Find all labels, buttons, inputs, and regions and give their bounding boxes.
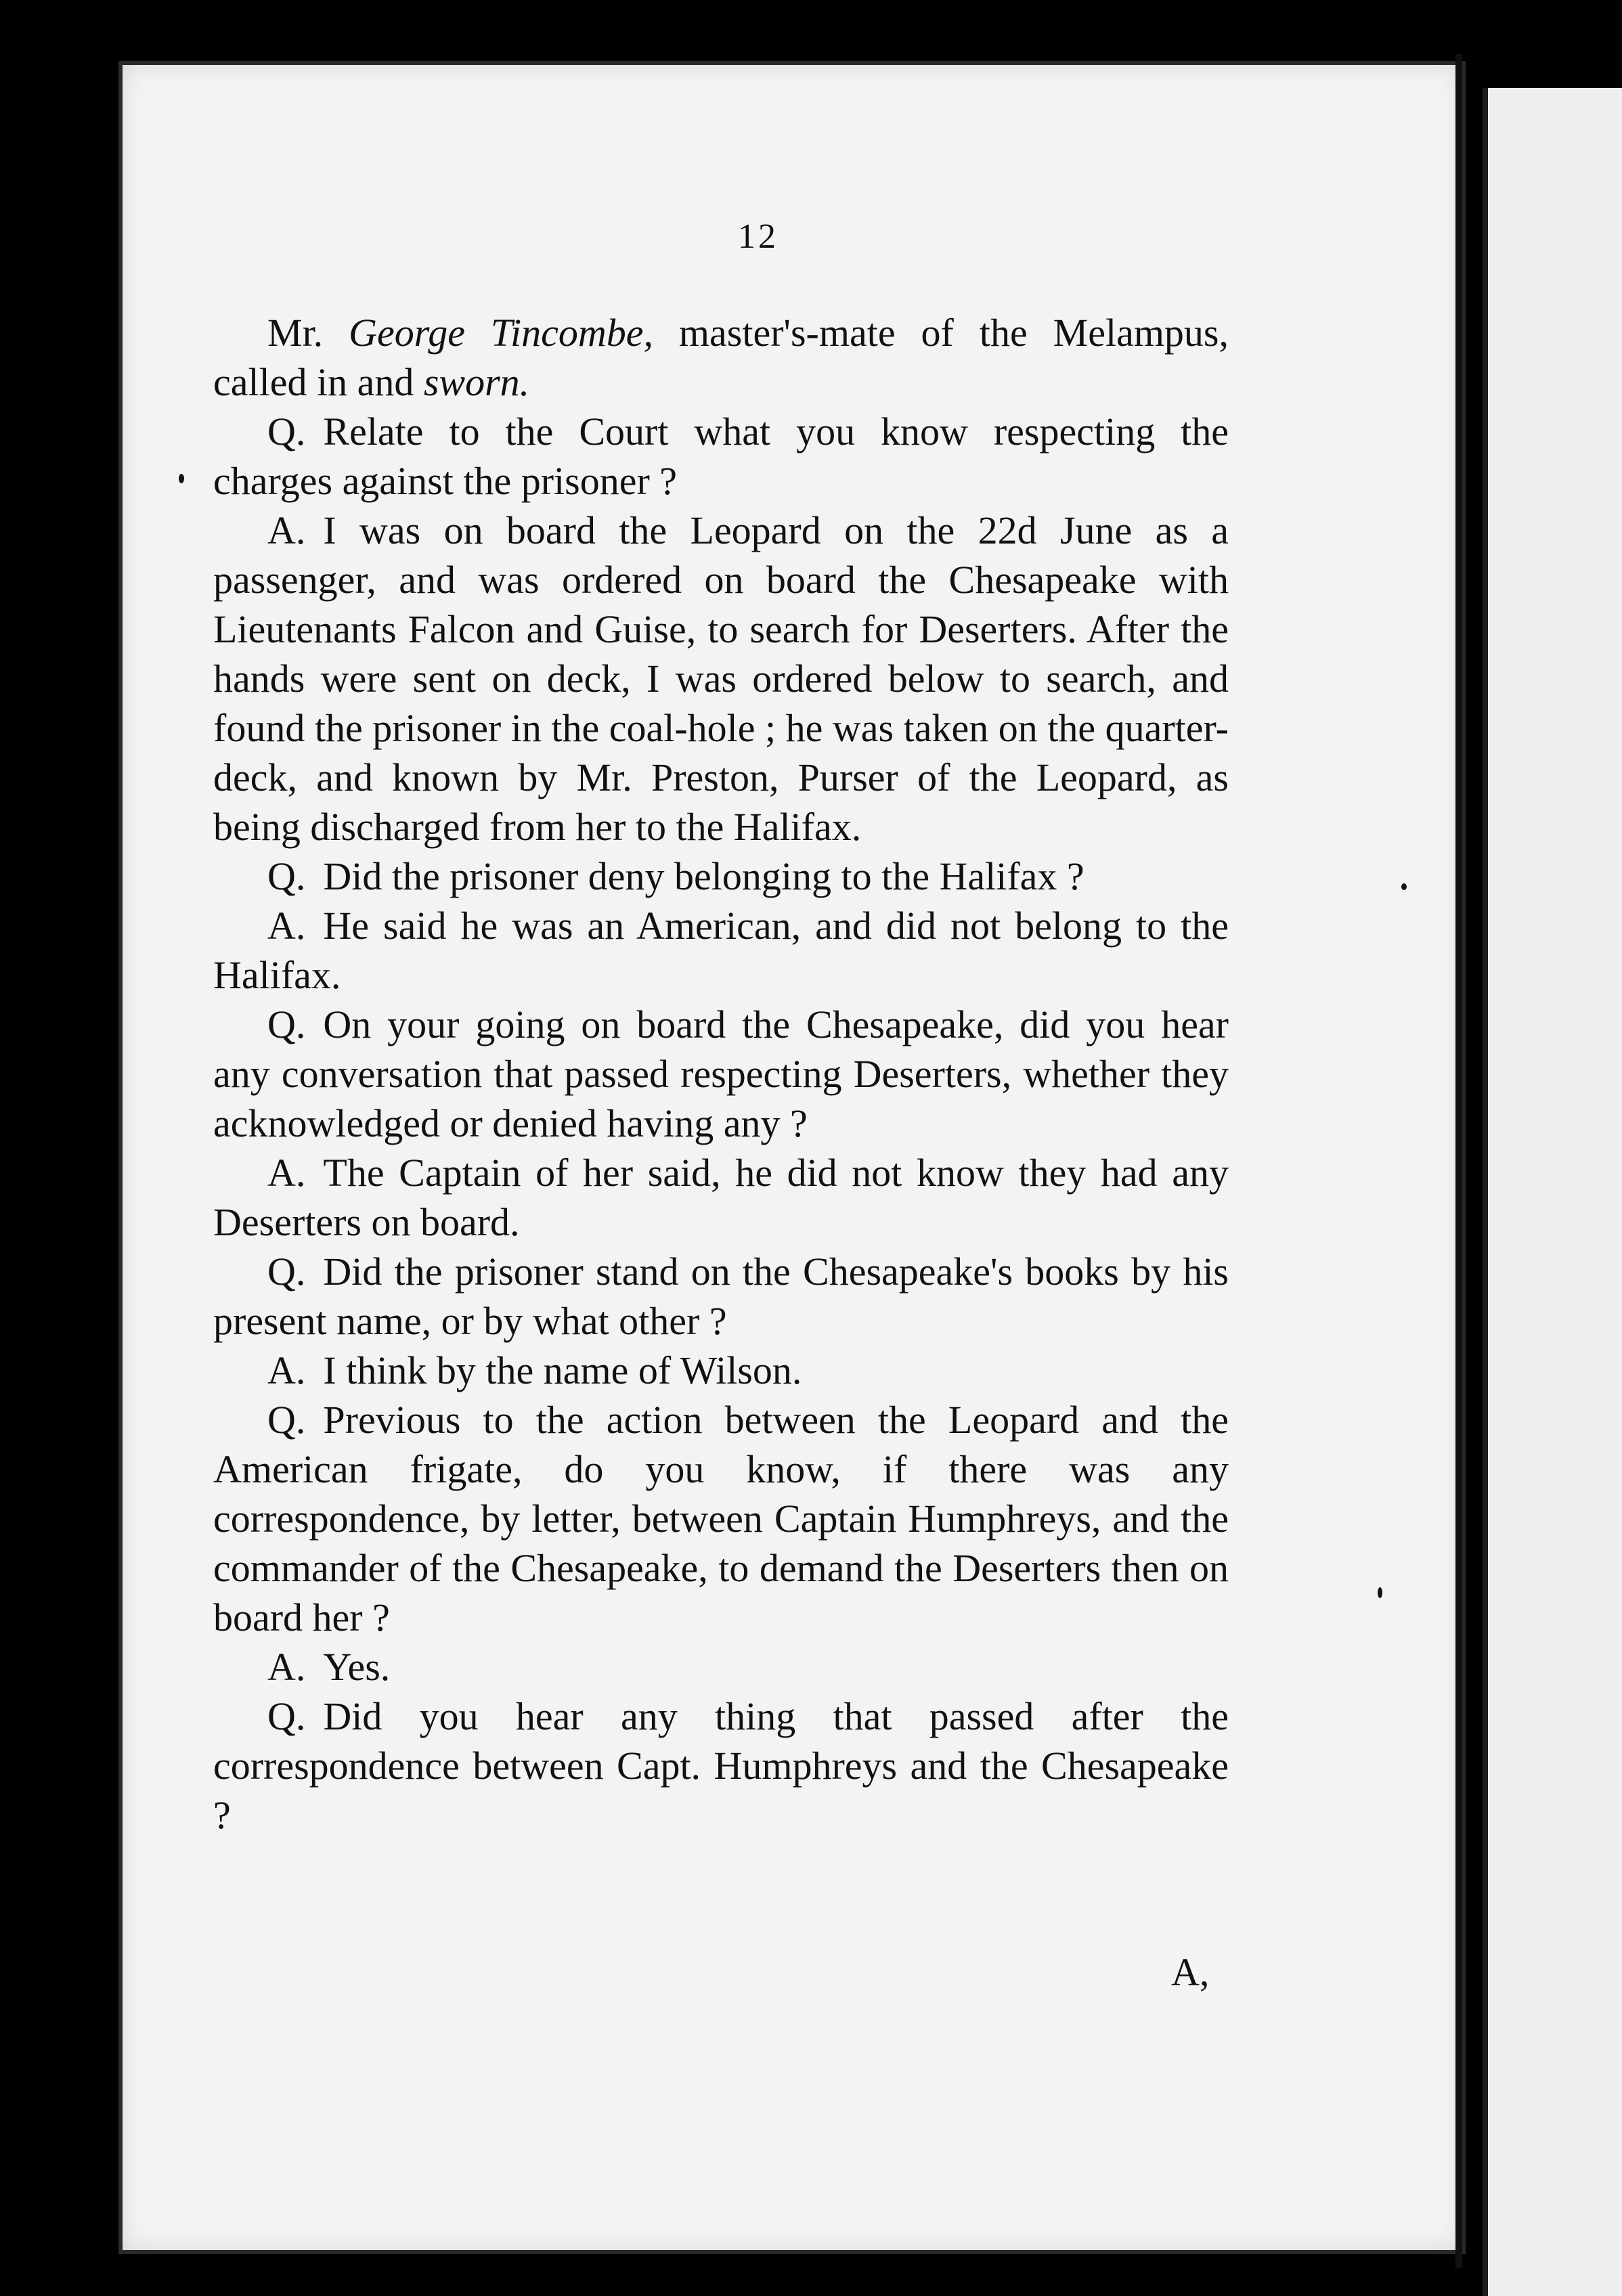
speaker-label: Q.	[267, 1694, 306, 1738]
speaker-label: Q.	[267, 854, 306, 898]
witness-intro	[213, 308, 1229, 407]
speaker-label: A.	[267, 904, 306, 948]
paragraph-text: The Captain of her said, he did not know they had any Deserters on board.	[213, 1151, 1229, 1244]
speaker-label: Q.	[267, 1002, 306, 1046]
question-paragraph	[213, 1692, 1229, 1840]
paragraph-text: Relate to the Court what you know respecting the charges against the prisoner ?	[213, 410, 1229, 503]
paragraph-text: He said he was an American, and did not belong to the Halifax.	[213, 904, 1229, 997]
paragraph-text: I was on board the Leopard on the 22d June as a passenger, and was ordered on board the Chesapeake with Lieutenants Falcon and Guise, to search for Deserters. After the hands were sent on deck, I was ordered below to search, and found the prisoner in the coal-hole ; he was taken on the quarter-deck, and known by Mr. Preston, Purser of the Leopard, as being discharged from her to the Halifax.	[213, 508, 1229, 849]
speaker-label: A.	[267, 1151, 306, 1195]
speaker-label: Q.	[267, 1398, 306, 1442]
speaker-label: Q.	[267, 1250, 306, 1294]
answer-paragraph	[213, 506, 1229, 852]
witness-name: George Tincombe,	[349, 311, 653, 355]
page-text	[213, 308, 1229, 1840]
speaker-label: A.	[267, 1645, 306, 1689]
paragraph-text: I think by the name of Wilson.	[323, 1348, 802, 1392]
speaker-label: Q.	[267, 410, 306, 454]
facing-page-edge	[1483, 88, 1622, 2296]
answer-paragraph	[213, 901, 1229, 1000]
answer-paragraph	[213, 1148, 1229, 1247]
paragraph-text: Did the prisoner deny belonging to the Halifax ?	[323, 854, 1084, 898]
question-paragraph	[213, 852, 1229, 901]
margin-speck	[1401, 883, 1407, 890]
margin-speck	[1378, 1587, 1382, 1598]
paragraph-text: On your going on board the Chesapeake, did you hear any conversation that passed respecting Deserters, whether they acknowledged or denied having any ?	[213, 1002, 1229, 1145]
question-paragraph	[213, 407, 1229, 506]
question-paragraph	[213, 1395, 1229, 1642]
paragraph-text: Previous to the action between the Leopard and the American frigate, do you know, if there was any correspondence, by letter, between Captain Humphreys, and the commander of the Chesapeake, to demand the Deserters then on board her ?	[213, 1398, 1229, 1639]
intro-middle: master's-mate of the Melampus, called in and	[213, 311, 1229, 404]
question-paragraph	[213, 1247, 1229, 1346]
intro-prefix: Mr.	[267, 311, 349, 355]
page-fold	[1455, 54, 1462, 2268]
catchword: A,	[1171, 1950, 1210, 1994]
sworn-word: sworn.	[423, 360, 530, 404]
page-number: 12	[738, 217, 779, 256]
answer-paragraph	[213, 1642, 1229, 1692]
speaker-label: A.	[267, 508, 306, 552]
margin-speck	[179, 474, 184, 483]
speaker-label: A.	[267, 1348, 306, 1392]
testimony	[213, 407, 1229, 1840]
paragraph-text: Yes.	[323, 1645, 391, 1689]
question-paragraph	[213, 1000, 1229, 1148]
paragraph-text: Did the prisoner stand on the Chesapeake's books by his present name, or by what other ?	[213, 1250, 1229, 1343]
paragraph-text: Did you hear any thing that passed after the correspondence between Capt. Humphreys and the Chesapeake ?	[213, 1694, 1229, 1837]
answer-paragraph	[213, 1346, 1229, 1395]
